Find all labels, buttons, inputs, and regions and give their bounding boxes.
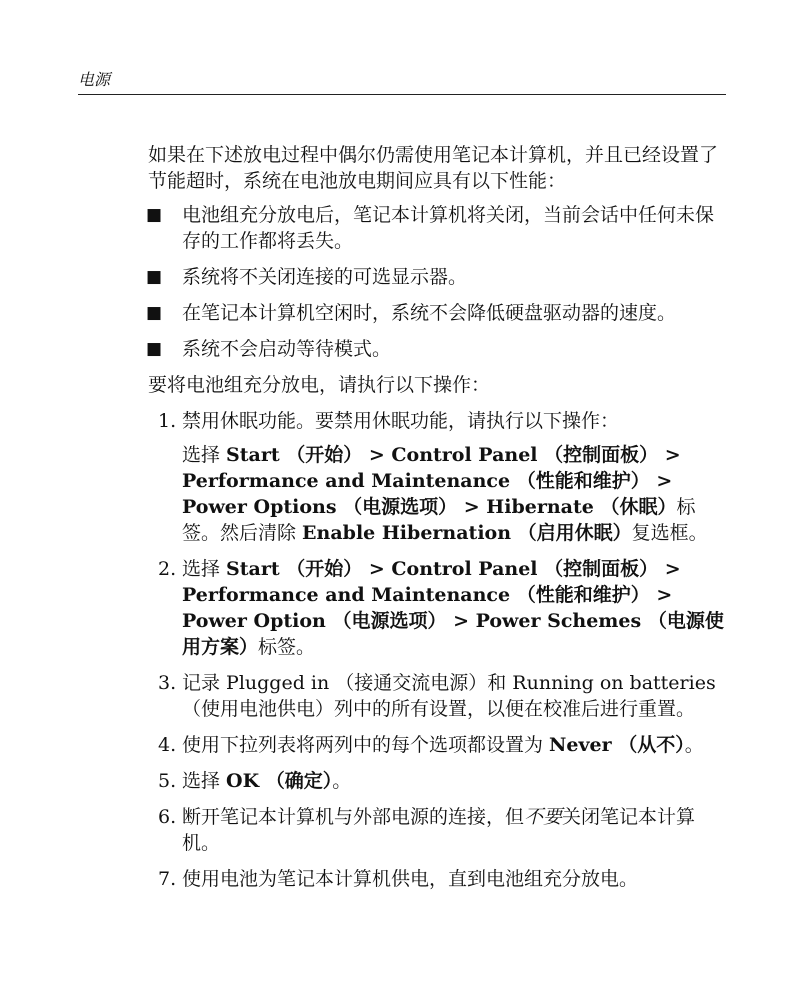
step-4 <box>148 732 728 758</box>
step-number: 2. <box>158 558 177 580</box>
square-bullet-icon: ■ <box>146 205 163 225</box>
step-text: 记录 Plugged in （接通交流电源）和 Running on batteries （使用电池供电）列中的所有设置，以便在校准后进行重置。 <box>182 672 716 720</box>
intro-paragraph: 如果在下述放电过程中偶尔仍需使用笔记本计算机，并且已经设置了节能超时，系统在电池放电期间应具有以下性能： <box>148 144 719 192</box>
step-text: 。 <box>684 734 704 756</box>
list-item-text: 电池组充分放电后，笔记本计算机将关闭，当前会话中任何未保存的工作都将丢失。 <box>182 204 715 252</box>
step-number: 7. <box>158 868 177 890</box>
button-name: OK （确定） <box>226 770 333 792</box>
list-item-text: 系统将不关闭连接的可选显示器。 <box>182 266 468 288</box>
step-7 <box>148 866 728 892</box>
instruction-text: 标签。然后清除 <box>182 496 696 544</box>
step-number: 4. <box>158 734 177 756</box>
list-item <box>148 202 728 254</box>
square-bullet-icon: ■ <box>146 339 163 359</box>
step-number: 3. <box>158 672 177 694</box>
step-number: 1. <box>158 410 177 432</box>
procedure-steps <box>148 408 728 892</box>
step-3 <box>148 670 728 722</box>
step-text: 。 <box>332 770 352 792</box>
menu-path: Start （开始） > Control Panel （控制面板） > Performance and Maintenance （性能和维护） > Power Options （电源选项） > Hibernate （休眠） <box>182 444 681 518</box>
instruction-text: 选择 <box>182 444 227 466</box>
step-text: 使用下拉列表将两列中的每个选项都设置为 <box>182 734 550 756</box>
step-text: 使用电池为笔记本计算机供电，直到电池组充分放电。 <box>182 868 639 890</box>
page-content <box>148 142 728 902</box>
page-header <box>78 70 726 95</box>
step-text: 标签。 <box>258 636 316 658</box>
step-5 <box>148 768 728 794</box>
header-title: 电源 <box>78 70 111 89</box>
step-number: 6. <box>158 806 177 828</box>
step-number: 5. <box>158 770 177 792</box>
list-item <box>148 336 728 362</box>
list-item-text: 在笔记本计算机空闲时，系统不会降低硬盘驱动器的速度。 <box>182 302 677 324</box>
square-bullet-icon: ■ <box>146 267 163 287</box>
procedure-intro: 要将电池组充分放电，请执行以下操作： <box>148 374 491 396</box>
checkbox-name: Enable Hibernation （启用休眠） <box>302 522 632 544</box>
step-6 <box>148 804 728 856</box>
step-text: 断开笔记本计算机与外部电源的连接，但 <box>182 806 525 828</box>
step-1-instructions <box>182 442 728 546</box>
step-text: 选择 <box>182 558 227 580</box>
square-bullet-icon: ■ <box>146 303 163 323</box>
list-item <box>148 300 728 326</box>
list-item <box>148 264 728 290</box>
option-value: Never （从不） <box>549 734 685 756</box>
menu-path: Start （开始） > Control Panel （控制面板） > Performance and Maintenance （性能和维护） > Power Option （电源选项） > Power Schemes （电源使用方案） <box>182 558 724 658</box>
emphasis-text: 不要 <box>524 806 563 828</box>
list-item-text: 系统不会启动等待模式。 <box>182 338 392 360</box>
step-text: 选择 <box>182 770 227 792</box>
behavior-list <box>148 202 728 362</box>
instruction-text: 复选框。 <box>631 522 708 544</box>
step-text: 关闭笔记本计算机。 <box>182 806 696 854</box>
step-text: 禁用休眠功能。要禁用休眠功能，请执行以下操作： <box>182 410 620 432</box>
step-1 <box>148 408 728 546</box>
step-2 <box>148 556 728 660</box>
